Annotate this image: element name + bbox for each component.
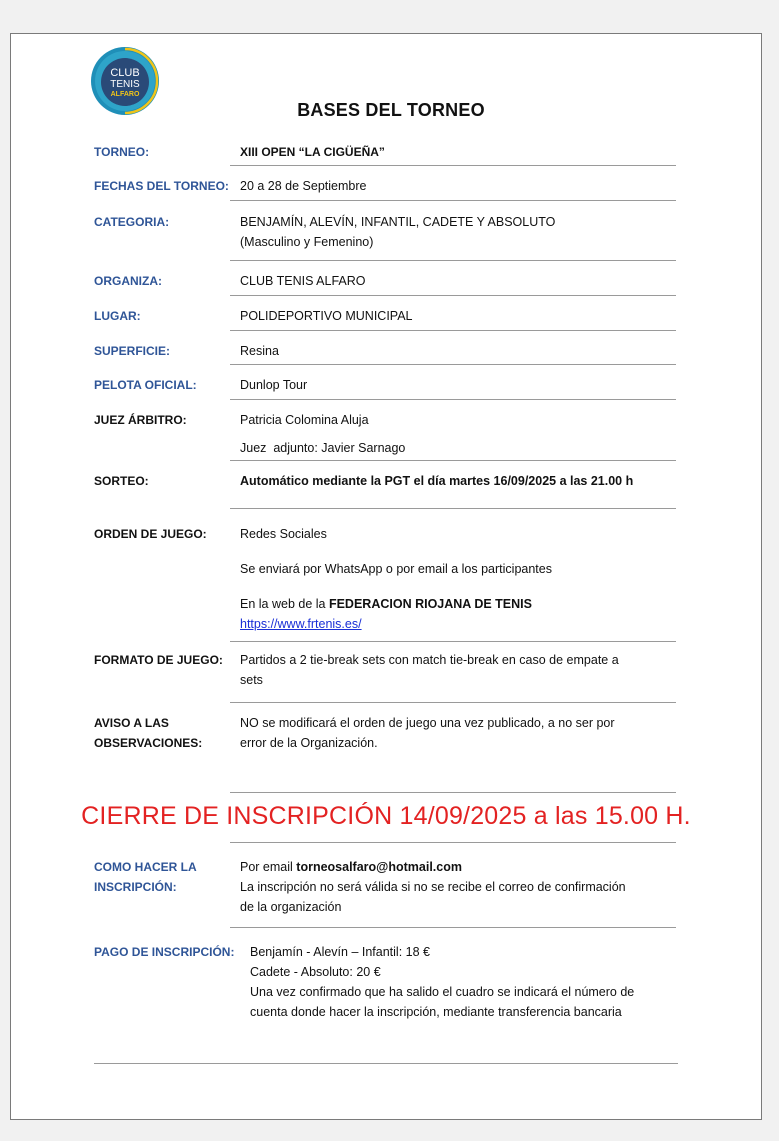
value-organiza: CLUB TENIS ALFARO — [240, 274, 366, 288]
closing-deadline: CIERRE DE INSCRIPCIÓN 14/09/2025 a las 15.00 H. — [81, 802, 691, 830]
value-aviso-2: error de la Organización. — [240, 736, 378, 750]
federacion-name: FEDERACION RIOJANA DE TENIS — [328, 597, 532, 611]
value-inscripcion-3: de la organización — [240, 900, 342, 914]
value-pelota: Dunlop Tour — [240, 378, 308, 392]
divider — [230, 641, 676, 642]
logo-text-3: ALFARO — [110, 91, 140, 98]
value-aviso-1: NO se modificará el orden de juego una vez publicado, a no ser por — [240, 716, 615, 730]
document-title: BASES DEL TORNEO — [297, 100, 485, 120]
value-fechas: 20 a 28 de Septiembre — [240, 179, 367, 193]
value-lugar: POLIDEPORTIVO MUNICIPAL — [240, 309, 413, 323]
document-page — [10, 33, 762, 1120]
value-superficie: Resina — [240, 344, 279, 358]
value-juez-2: Juez adjunto: Javier Sarnago — [240, 441, 406, 455]
divider — [230, 165, 676, 166]
label-orden: ORDEN DE JUEGO: — [94, 527, 207, 541]
value-pago-3: Una vez confirmado que ha salido el cuadro se indicará el número de — [250, 985, 635, 999]
value-formato-1: Partidos a 2 tie-break sets con match tie-break en caso de empate a — [240, 653, 619, 667]
label-inscripcion-2: INSCRIPCIÓN: — [94, 880, 177, 894]
divider — [230, 330, 676, 331]
divider — [230, 200, 676, 201]
frtenis-link[interactable]: https://www.frtenis.es/ — [240, 617, 362, 631]
label-pago: PAGO DE INSCRIPCIÓN: — [94, 945, 235, 959]
value-orden-1: Redes Sociales — [240, 527, 327, 541]
divider — [230, 508, 676, 509]
divider — [230, 399, 676, 400]
logo-text-1: CLUB — [110, 67, 140, 79]
value-orden-3 — [240, 597, 532, 611]
label-pelota: PELOTA OFICIAL: — [94, 378, 197, 392]
label-juez: JUEZ ÁRBITRO: — [94, 413, 187, 427]
divider — [230, 364, 676, 365]
label-categoria: CATEGORIA: — [94, 215, 170, 229]
divider — [230, 702, 676, 703]
divider — [230, 927, 676, 928]
divider — [230, 260, 676, 261]
divider — [230, 842, 676, 843]
label-aviso-2: OBSERVACIONES: — [94, 736, 203, 750]
value-pago-2: Cadete - Absoluto: 20 € — [250, 965, 381, 979]
label-formato: FORMATO DE JUEGO: — [94, 653, 223, 667]
orden-web-prefix: En la web de la — [240, 597, 329, 611]
label-organiza: ORGANIZA: — [94, 274, 162, 288]
logo-text-2: TENIS — [110, 79, 140, 90]
value-orden-2: Se enviará por WhatsApp o por email a los participantes — [240, 562, 552, 576]
link-row — [240, 617, 362, 631]
divider — [230, 792, 676, 793]
value-juez-1: Patricia Colomina Aluja — [240, 413, 369, 427]
label-sorteo: SORTEO: — [94, 474, 149, 488]
label-fechas: FECHAS DEL TORNEO: — [94, 179, 229, 193]
value-inscripcion-2: La inscripción no será válida si no se recibe el correo de confirmación — [240, 880, 626, 894]
label-torneo: TORNEO: — [94, 145, 150, 159]
value-pago-4: cuenta donde hacer la inscripción, mediante transferencia bancaria — [250, 1005, 622, 1019]
label-lugar: LUGAR: — [94, 309, 141, 323]
value-pago-1: Benjamín - Alevín – Infantil: 18 € — [250, 945, 430, 959]
contact-email[interactable]: torneosalfaro@hotmail.com — [296, 860, 462, 874]
divider — [94, 1063, 678, 1064]
value-torneo: XIII OPEN “LA CIGÜEÑA” — [240, 145, 385, 159]
divider — [230, 460, 676, 461]
value-formato-2: sets — [240, 673, 263, 687]
value-categoria-1: BENJAMÍN, ALEVÍN, INFANTIL, CADETE Y ABSOLUTO — [240, 215, 556, 229]
email-prefix: Por email — [240, 860, 297, 874]
value-categoria-2: (Masculino y Femenino) — [240, 235, 374, 249]
divider — [230, 295, 676, 296]
value-inscripcion-1 — [240, 860, 462, 874]
label-superficie: SUPERFICIE: — [94, 344, 171, 358]
label-aviso-1: AVISO A LAS — [94, 716, 169, 730]
value-sorteo: Automático mediante la PGT el día martes 16/09/2025 a las 21.00 h — [240, 474, 634, 488]
label-inscripcion-1: COMO HACER LA — [94, 860, 197, 874]
